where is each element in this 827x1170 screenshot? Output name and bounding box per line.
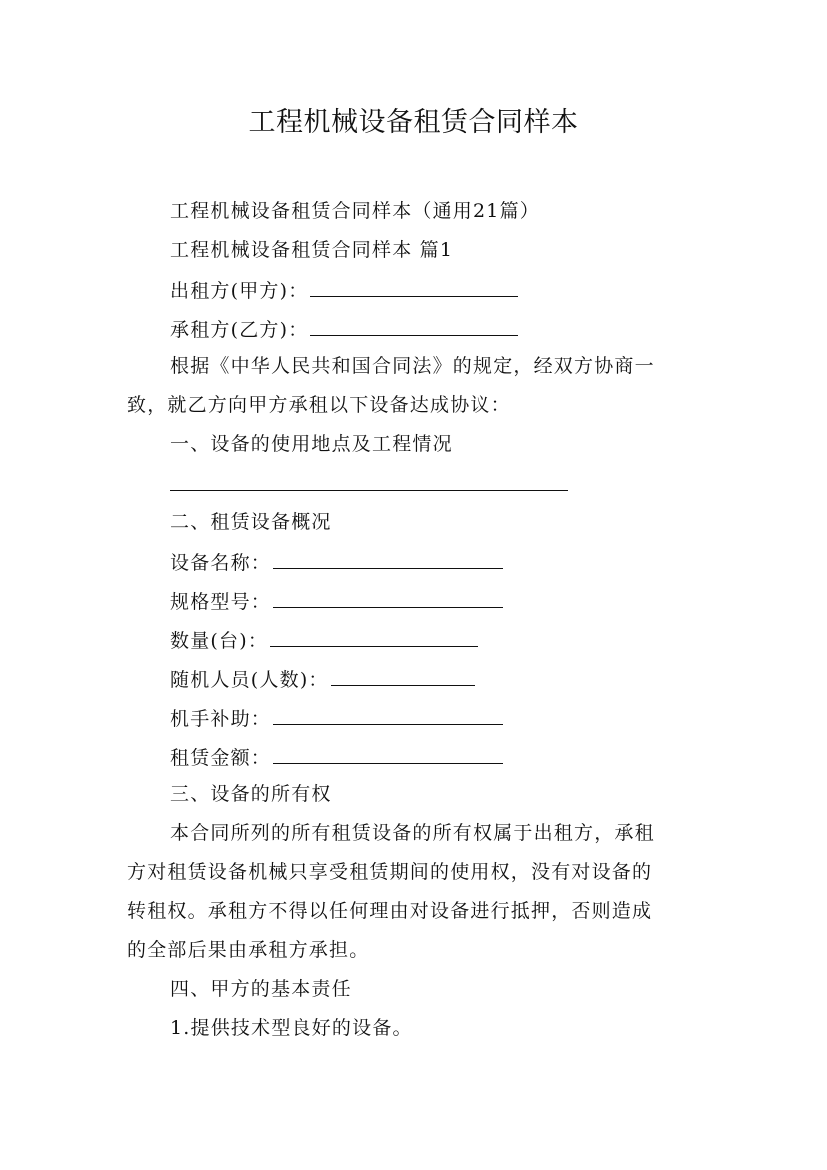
lessor-row <box>170 276 518 304</box>
subsidy-row <box>170 704 503 732</box>
operators-blank-line <box>331 665 475 686</box>
intro-line-1: 根据《中华人民共和国合同法》的规定，经双方协商一 <box>170 355 655 377</box>
chapter-heading: 工程机械设备租赁合同样本 篇1 <box>170 239 454 261</box>
document-title: 工程机械设备租赁合同样本 <box>248 107 579 138</box>
lessee-blank-line <box>310 315 518 336</box>
subsidy-blank-line <box>273 704 503 725</box>
lessee-row <box>170 315 518 343</box>
operators-row <box>170 665 475 693</box>
rent-row <box>170 743 503 771</box>
lessee-label: 承租方(乙方)： <box>170 319 309 341</box>
section4-heading: 四、甲方的基本责任 <box>170 978 352 1000</box>
section3-line-4: 的全部后果由承租方承担。 <box>127 939 370 961</box>
model-row <box>170 587 503 615</box>
quantity-label: 数量(台)： <box>170 630 269 652</box>
intro-line-2: 致，就乙方向甲方承租以下设备达成协议： <box>127 394 511 416</box>
model-blank-line <box>273 587 503 608</box>
location-blank-line <box>170 466 568 491</box>
document-subtitle: 工程机械设备租赁合同样本（通用21篇） <box>170 200 540 222</box>
rent-label: 租赁金额： <box>170 747 272 769</box>
subsidy-label: 机手补助： <box>170 708 272 730</box>
lessor-label: 出租方(甲方)： <box>170 280 309 302</box>
section2-heading: 二、租赁设备概况 <box>170 511 332 533</box>
model-label: 规格型号： <box>170 591 272 613</box>
equipment-name-row <box>170 548 503 576</box>
section3-line-2: 方对租赁设备机械只享受租赁期间的使用权，没有对设备的 <box>127 861 653 883</box>
operators-label: 随机人员(人数)： <box>170 669 329 691</box>
section4-item-1: 1.提供技术型良好的设备。 <box>170 1017 413 1039</box>
rent-blank-line <box>273 743 503 764</box>
section3-line-3: 转租权。承租方不得以任何理由对设备进行抵押，否则造成 <box>127 900 653 922</box>
section3-line-1: 本合同所列的所有租赁设备的所有权属于出租方，承租 <box>170 822 655 844</box>
equipment-name-blank-line <box>273 548 503 569</box>
equipment-name-label: 设备名称： <box>170 552 272 574</box>
section1-heading: 一、设备的使用地点及工程情况 <box>170 433 453 455</box>
quantity-blank-line <box>270 626 478 647</box>
quantity-row <box>170 626 478 654</box>
section3-heading: 三、设备的所有权 <box>170 783 332 805</box>
lessor-blank-line <box>310 276 518 297</box>
